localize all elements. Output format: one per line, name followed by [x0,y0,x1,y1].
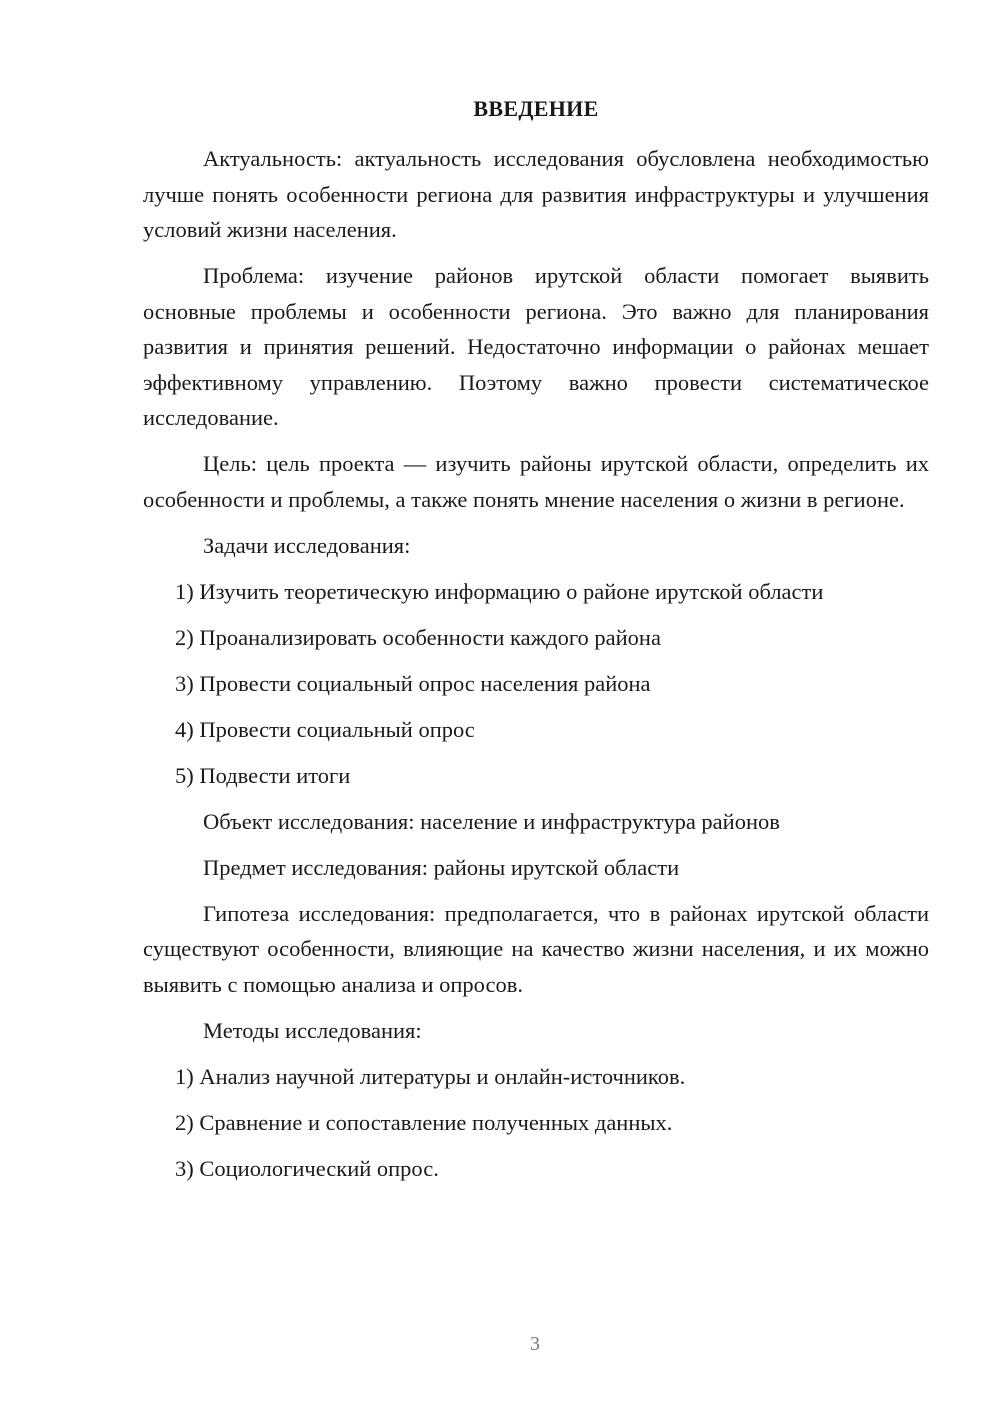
task-item: 1) Изучить теоретическую информацию о районе ирутской области [175,578,824,604]
page-number: 3 [530,1333,540,1355]
section-body [143,141,929,1197]
object-line: Объект исследования: население и инфраструктура районов [203,808,780,834]
method-item: 3) Социологический опрос. [175,1155,439,1181]
methods-heading: Методы исследования: [203,1017,422,1043]
section-title: ВВЕДЕНИЕ [473,96,599,121]
task-item: 5) Подвести итоги [175,762,351,788]
tasks-list [143,574,929,794]
tasks-heading: Задачи исследования: [203,532,411,558]
methods-list [143,1059,929,1187]
relevance-paragraph: Актуальность: актуальность исследования обусловлена необходимостью лучше понять особенности региона для развития инфраструктуры и улучшения условий жизни населения. [143,146,929,242]
method-item: 1) Анализ научной литературы и онлайн-источников. [175,1063,686,1089]
goal-paragraph: Цель: цель проекта — изучить районы ирутской области, определить их особенности и проблемы, а также понять мнение населения о жизни в регионе. [143,451,929,512]
hypothesis-paragraph: Гипотеза исследования: предполагается, что в районах ирутской области существуют особенности, влияющие на качество жизни населения, и их можно выявить с помощью анализа и опросов. [143,900,929,997]
method-item: 2) Сравнение и сопоставление полученных данных. [175,1109,673,1135]
subject-line: Предмет исследования: районы ирутской области [203,854,680,880]
problem-paragraph: Проблема: изучение районов ирутской области помогает выявить основные проблемы и особенности региона. Это важно для планирования развития и принятия решений. Недостаточно информации о районах мешает эффективному управлению. Поэтому важно провести систематическое исследование. [143,263,929,430]
task-item: 4) Провести социальный опрос [175,716,475,742]
task-item: 2) Проанализировать особенности каждого района [175,624,661,650]
task-item: 3) Провести социальный опрос населения района [175,670,651,696]
